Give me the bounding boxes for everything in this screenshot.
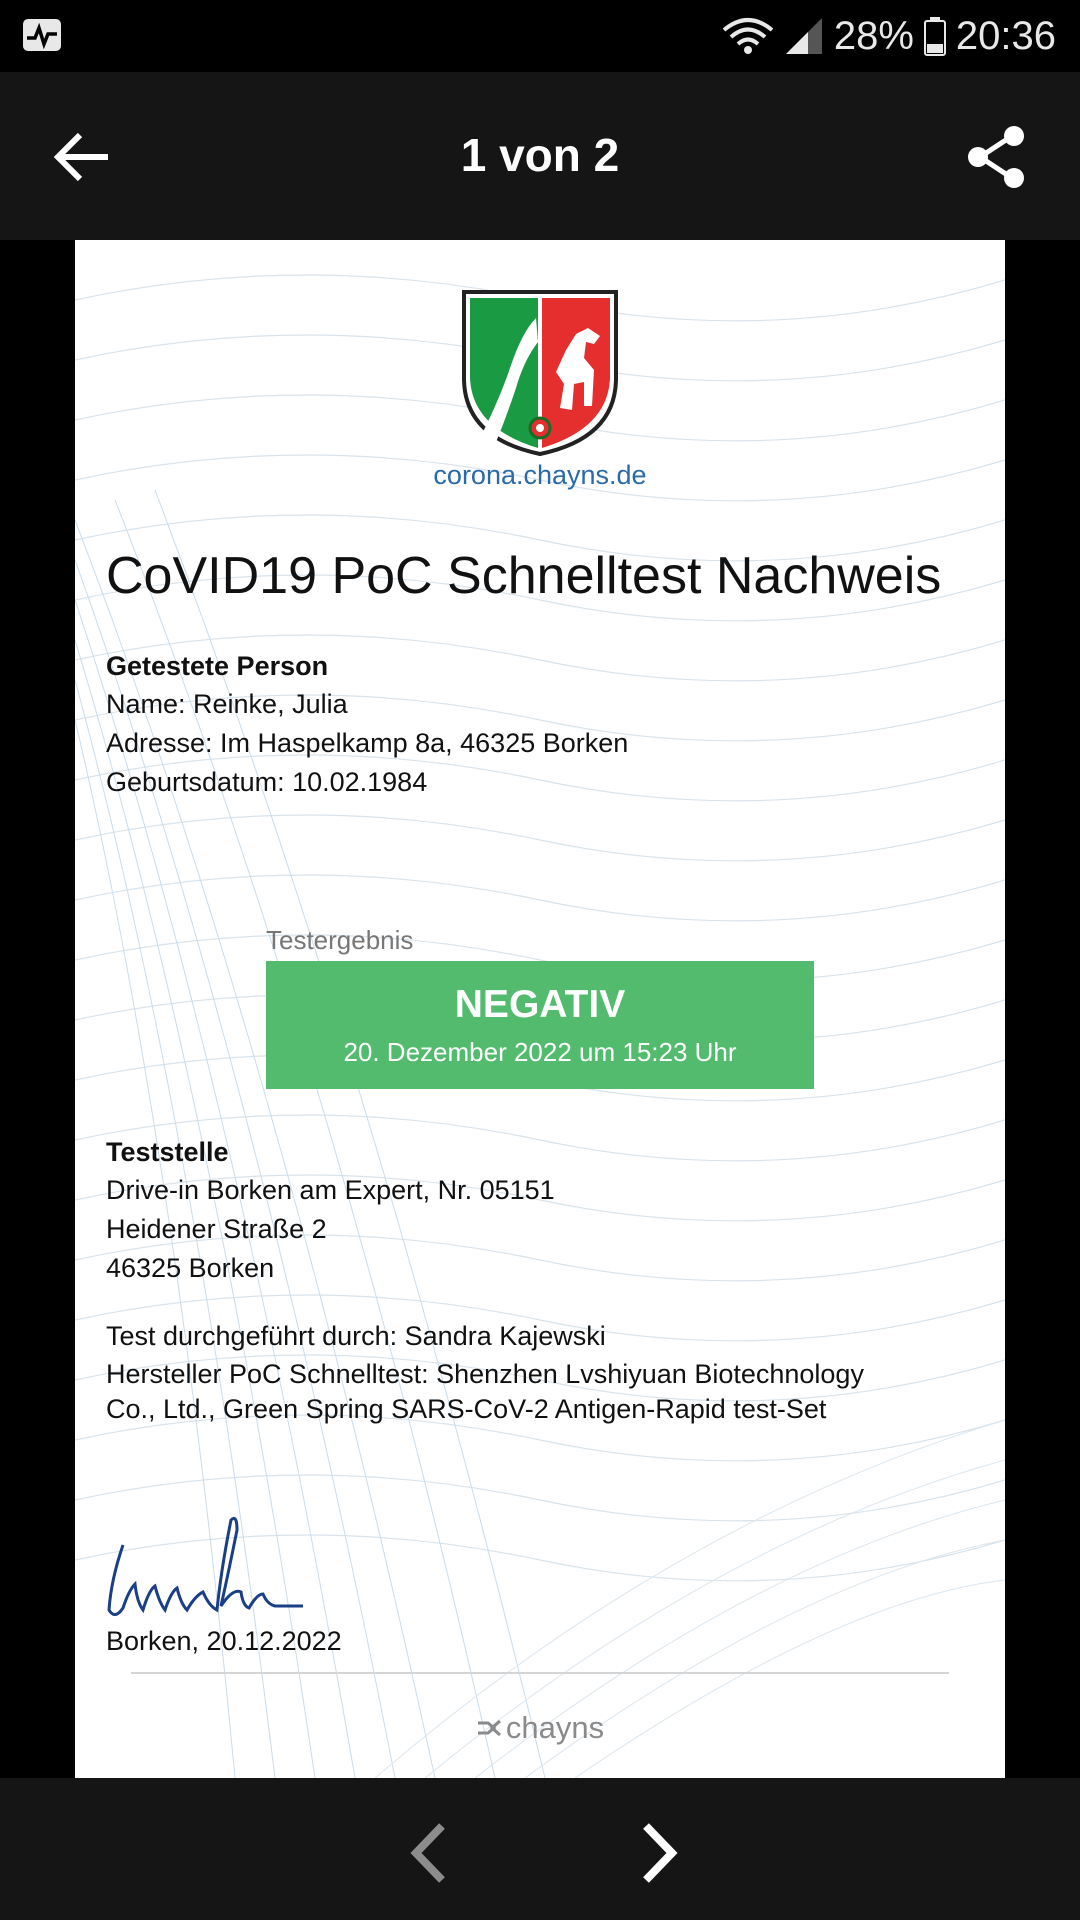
chayns-logo-mark-icon [476, 1717, 502, 1739]
chayns-logo [75, 1710, 1005, 1746]
person-heading: Getestete Person [106, 651, 329, 681]
place-date: Borken, 20.12.2022 [106, 1626, 342, 1656]
manufacturer-line1: Hersteller PoC Schnelltest: Shenzhen Lvshiyuan Biotechnology [106, 1359, 864, 1389]
clock: 20:36 [955, 13, 1056, 58]
activity-icon [22, 18, 62, 52]
document-viewer[interactable] [0, 240, 1080, 1778]
person-name: Name: Reinke, Julia [106, 689, 348, 719]
result-label: Testergebnis [266, 925, 414, 955]
manufacturer-line2: Co., Ltd., Green Spring SARS-CoV-2 Antigen-Rapid test-Set [106, 1394, 827, 1424]
test-site-heading: Teststelle [106, 1137, 229, 1167]
chevron-left-icon[interactable] [400, 1818, 460, 1888]
person-birthdate: Geburtsdatum: 10.02.1984 [106, 767, 428, 797]
status-indicators [722, 10, 1056, 62]
share-icon[interactable] [962, 122, 1032, 192]
certificate-page [75, 240, 1005, 1778]
status-bar [0, 0, 1080, 72]
battery-icon [924, 16, 946, 56]
test-site-line3: 46325 Borken [106, 1253, 275, 1283]
test-site-line2: Heidener Straße 2 [106, 1214, 327, 1244]
page-navigation [0, 1778, 1080, 1920]
app-bar [0, 72, 1080, 240]
chayns-logo-text: chayns [505, 1710, 605, 1745]
page-counter: 1 von 2 [460, 129, 620, 181]
signal-icon [784, 16, 824, 56]
battery-percent: 28% [833, 13, 914, 58]
result-badge [266, 961, 814, 1089]
person-address: Adresse: Im Haspelkamp 8a, 46325 Borken [106, 728, 629, 758]
chevron-right-icon[interactable] [628, 1818, 688, 1888]
performed-by: Test durchgeführt durch: Sandra Kajewski [106, 1321, 606, 1351]
wifi-icon [722, 16, 774, 56]
site-link[interactable]: corona.chayns.de [433, 460, 647, 490]
test-site-line1: Drive-in Borken am Expert, Nr. 05151 [106, 1175, 555, 1205]
signature [103, 1510, 333, 1620]
document-title: CoVID19 PoC Schnelltest Nachweis [106, 547, 942, 605]
result-value: NEGATIV [454, 983, 626, 1026]
divider [131, 1672, 949, 1674]
nrw-coat-of-arms-icon [460, 288, 620, 458]
result-datetime: 20. Dezember 2022 um 15:23 Uhr [343, 1037, 737, 1067]
